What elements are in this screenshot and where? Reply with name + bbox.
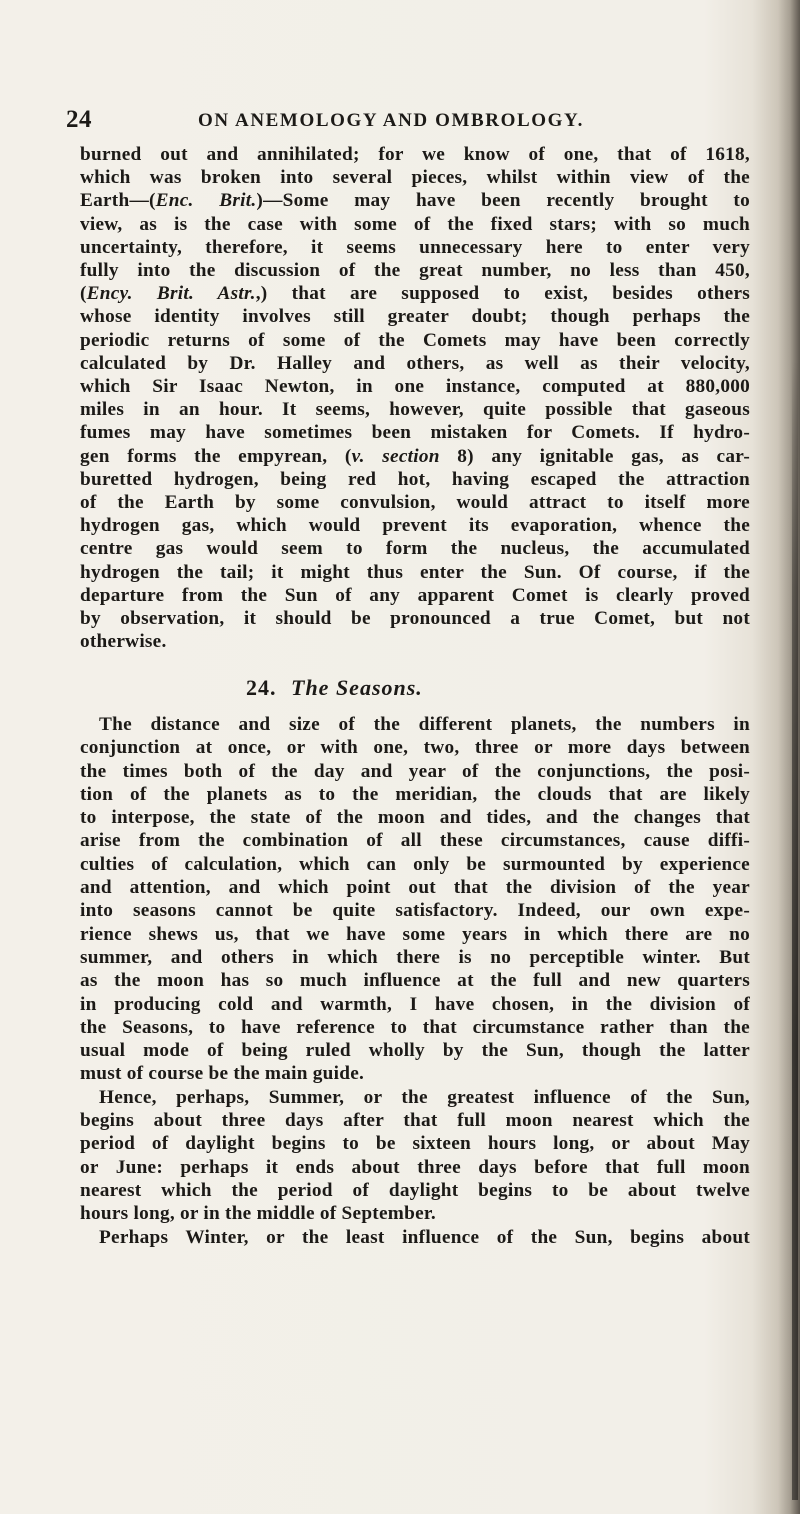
text-line: uncertainty, therefore, it seems unnecessary here to enter very — [80, 236, 750, 258]
text-line: The distance and size of the different planets, the numbers in — [99, 714, 750, 735]
text-line: the times both of the day and year of the conjunctions, the posi- — [80, 760, 750, 782]
text-line: Perhaps Winter, or the least influence of the Sun, begins about — [99, 1226, 750, 1248]
text-line: period of daylight begins to be sixteen hours long, or about May — [80, 1133, 750, 1155]
text-line: of the Earth by some convulsion, would attract to itself more — [80, 492, 750, 514]
paragraph-2 — [80, 713, 750, 1086]
text-line: fumes may have sometimes been mistaken for Comets. If hydro- — [80, 422, 750, 444]
text-line: (Ency. Brit. Astr.,) that are supposed to exist, besides others — [80, 283, 751, 305]
text-line: arise from the combination of all these circumstances, cause diffi- — [80, 830, 750, 852]
text-line: nearest which the period of daylight begins to be about twelve — [80, 1179, 750, 1201]
text-line: otherwise. — [80, 631, 167, 653]
text-line: hydrogen the tail; it might thus enter the Sun. Of course, if the — [80, 561, 750, 583]
text-line: which Sir Isaac Newton, in one instance, computed at 880,000 — [80, 376, 750, 398]
text-line: by observation, it should be pronounced a true Comet, but not — [80, 608, 750, 630]
text-line: in producing cold and warmth, I have chosen, in the division of — [80, 993, 750, 1015]
paragraph-1 — [80, 143, 750, 653]
text-line: view, as is the case with some of the fixed stars; with so much — [80, 213, 750, 235]
text-line: conjunction at once, or with one, two, three or more days between — [80, 737, 750, 759]
text-line: and attention, and which point out that the division of the year — [80, 877, 750, 899]
text-line: hours long, or in the middle of September. — [80, 1203, 436, 1225]
text-line: whose identity involves still greater doubt; though perhaps the — [80, 306, 750, 328]
text-line: summer, and others in which there is no perceptible winter. But — [80, 946, 750, 968]
text-line: usual mode of being ruled wholly by the Sun, though the latter — [80, 1040, 750, 1062]
text-line: centre gas would seem to form the nucleus, the accumulated — [80, 538, 750, 560]
text-line: burned out and annihilated; for we know of one, that of 1618, — [80, 144, 750, 165]
text-line: or June: perhaps it ends about three days before that full moon — [80, 1156, 750, 1178]
text-line: culties of calculation, which can only be surmounted by experience — [80, 853, 750, 875]
text-line: fully into the discussion of the great number, no less than 450, — [80, 260, 750, 282]
text-line: gen forms the empyrean, (v. section 8) any ignitable gas, as car- — [80, 445, 750, 467]
section-body — [80, 713, 750, 1249]
text-line: as the moon has so much influence at the full and new quarters — [80, 970, 750, 992]
page-number: 24 — [66, 106, 92, 133]
text-line: Earth—(Enc. Brit.)—Some may have been recently brought to — [80, 190, 750, 212]
text-line: calculated by Dr. Halley and others, as well as their velocity, — [80, 352, 750, 374]
text-line: Hence, perhaps, Summer, or the greatest influence of the Sun, — [99, 1086, 750, 1108]
section-title: The Seasons. — [291, 675, 423, 700]
text-line: rience shews us, that we have some years in which there are no — [80, 923, 750, 945]
text-line: which was broken into several pieces, whilst within view of the — [80, 167, 750, 189]
paragraph-3 — [80, 1086, 750, 1249]
text-line: the Seasons, to have reference to that circumstance rather than the — [80, 1016, 750, 1038]
text-line: into seasons cannot be quite satisfactory. Indeed, our own expe- — [80, 900, 750, 922]
text-line: hydrogen gas, which would prevent its evaporation, whence the — [80, 515, 750, 537]
text-line: must of course be the main guide. — [80, 1063, 365, 1085]
section-number: 24. — [246, 675, 277, 700]
text-line: miles in an hour. It seems, however, quite possible that gaseous — [80, 399, 750, 421]
section-heading — [246, 675, 423, 701]
text-line: tion of the planets as to the meridian, the clouds that are likely — [80, 783, 750, 805]
running-head: ON ANEMOLOGY AND OMBROLOGY. — [198, 110, 584, 131]
text-line: to interpose, the state of the moon and tides, and the changes that — [80, 807, 750, 829]
paragraph-comets — [80, 143, 750, 653]
text-line: periodic returns of some of the Comets may have been correctly — [80, 329, 750, 351]
text-line: departure from the Sun of any apparent Comet is clearly proved — [80, 584, 750, 606]
text-line: buretted hydrogen, being red hot, having escaped the attraction — [80, 468, 750, 490]
text-line: begins about three days after that full moon nearest which the — [80, 1110, 750, 1132]
page-edge-shadow — [778, 0, 800, 1514]
page-header — [66, 106, 756, 136]
